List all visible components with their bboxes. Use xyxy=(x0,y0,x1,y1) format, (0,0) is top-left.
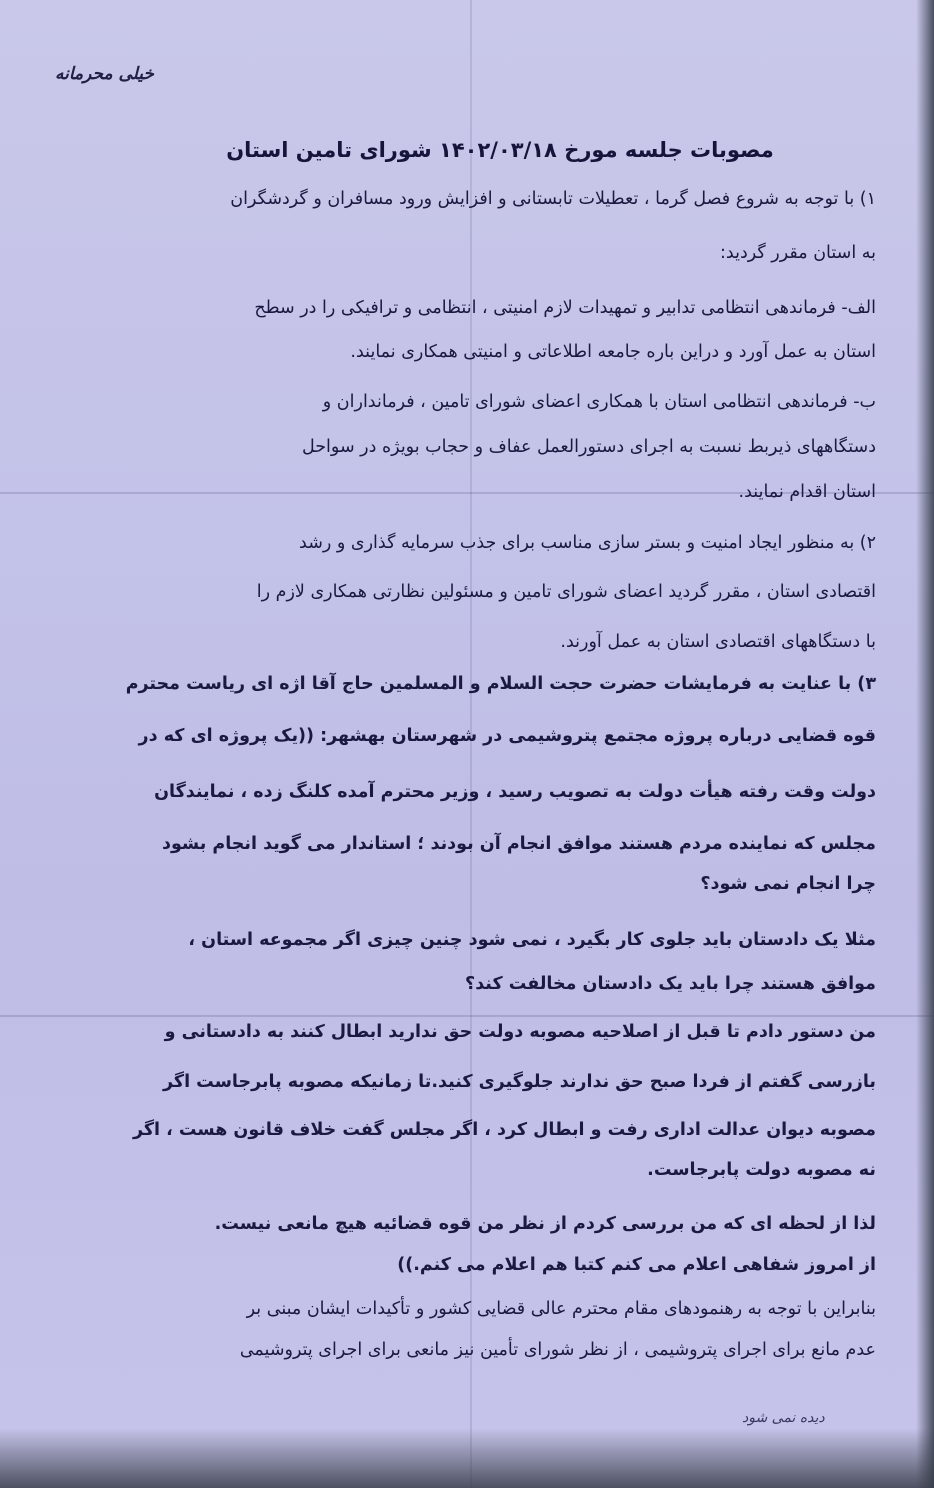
document-line: قوه قضایی درباره پروژه مجتمع پتروشیمی در شهرستان بهشهر: ((یک پروژه ای که در xyxy=(138,726,876,746)
document-line: ۳) با عنایت به فرمایشات حضرت حجت السلام و المسلمین حاج آقا اژه ای ریاست محترم xyxy=(125,674,876,694)
document-line: با دستگاههای اقتصادی استان به عمل آورند. xyxy=(560,632,876,652)
document-line: الف- فرماندهی انتظامی تدابیر و تمهیدات لازم امنیتی ، انتظامی و ترافیکی را در سطح xyxy=(254,298,876,318)
classification-label: خیلی محرمانه xyxy=(55,64,154,84)
document-line: ۲) به منظور ایجاد امنیت و بستر سازی مناسب برای جذب سرمایه گذاری و رشد xyxy=(299,533,876,553)
document-line: موافق هستند چرا باید یک دادستان مخالفت کند؟ xyxy=(465,974,876,994)
document-line: مجلس که نماینده مردم هستند موافق انجام آن بودند ؛ استاندار می گوید انجام بشود xyxy=(161,834,876,854)
document-title: مصوبات جلسه مورخ ۱۴۰۲/۰۳/۱۸ شورای تامین استان xyxy=(226,138,774,162)
document-line: مثلا یک دادستان باید جلوی کار بگیرد ، نمی شود چنین چیزی اگر مجموعه استان ، xyxy=(188,930,876,950)
document-line: من دستور دادم تا قبل از اصلاحیه مصوبه دولت حق ندارید ابطال کنند به دادستانی و xyxy=(164,1022,876,1042)
document-line: عدم مانع برای اجرای پتروشیمی ، از نظر شورای تأمین نیز مانعی برای اجرای پتروشیمی xyxy=(239,1340,876,1360)
document-line: از امروز شفاهی اعلام می کنم کتبا هم اعلام می کنم.)) xyxy=(397,1255,876,1275)
document-line: اقتصادی استان ، مقرر گردید اعضای شورای تامین و مسئولین نظارتی همکاری لازم را xyxy=(256,582,876,602)
document-line: به استان مقرر گردید: xyxy=(720,243,876,263)
document-line: ب- فرماندهی انتظامی استان با همکاری اعضای شورای تامین ، فرمانداران و xyxy=(322,392,876,412)
document-line: ۱) با توجه به شروع فصل گرما ، تعطیلات تابستانی و افزایش ورود مسافران و گردشگران xyxy=(230,189,876,209)
handwritten-note: دیده نمی شود xyxy=(742,1410,825,1426)
document-line: چرا انجام نمی شود؟ xyxy=(700,874,876,894)
document-line: دولت وقت رفته هیأت دولت به تصویب رسید ، وزیر محترم آمده کلنگ زده ، نمایندگان xyxy=(154,782,876,802)
document-line: استان به عمل آورد و دراین باره جامعه اطلاعاتی و امنیتی همکاری نمایند. xyxy=(350,342,876,362)
photo-background-edge xyxy=(916,0,934,1488)
document-line: بازرسی گفتم از فردا صبح حق ندارند جلوگیری کنید.تا زمانیکه مصوبه پابرجاست اگر xyxy=(163,1072,876,1092)
document-line: دستگاههای ذیربط نسبت به اجرای دستورالعمل عفاف و حجاب بویژه در سواحل xyxy=(301,437,876,457)
document-line: بنابراین با توجه به رهنمودهای مقام محترم عالی قضایی کشور و تأکیدات ایشان مبنی بر xyxy=(246,1299,876,1319)
document-line: استان اقدام نمایند. xyxy=(738,482,876,502)
document-line: نه مصوبه دولت پابرجاست. xyxy=(647,1160,876,1180)
document-line: لذا از لحظه ای که من بررسی کردم از نظر من قوه قضائیه هیچ مانعی نیست. xyxy=(214,1214,876,1234)
photo-background-edge xyxy=(0,1428,934,1488)
document-line: مصوبه دیوان عدالت اداری رفت و ابطال کرد ، اگر مجلس گفت خلاف قانون هست ، اگر xyxy=(132,1120,876,1140)
paper-fold-line xyxy=(0,1015,934,1017)
